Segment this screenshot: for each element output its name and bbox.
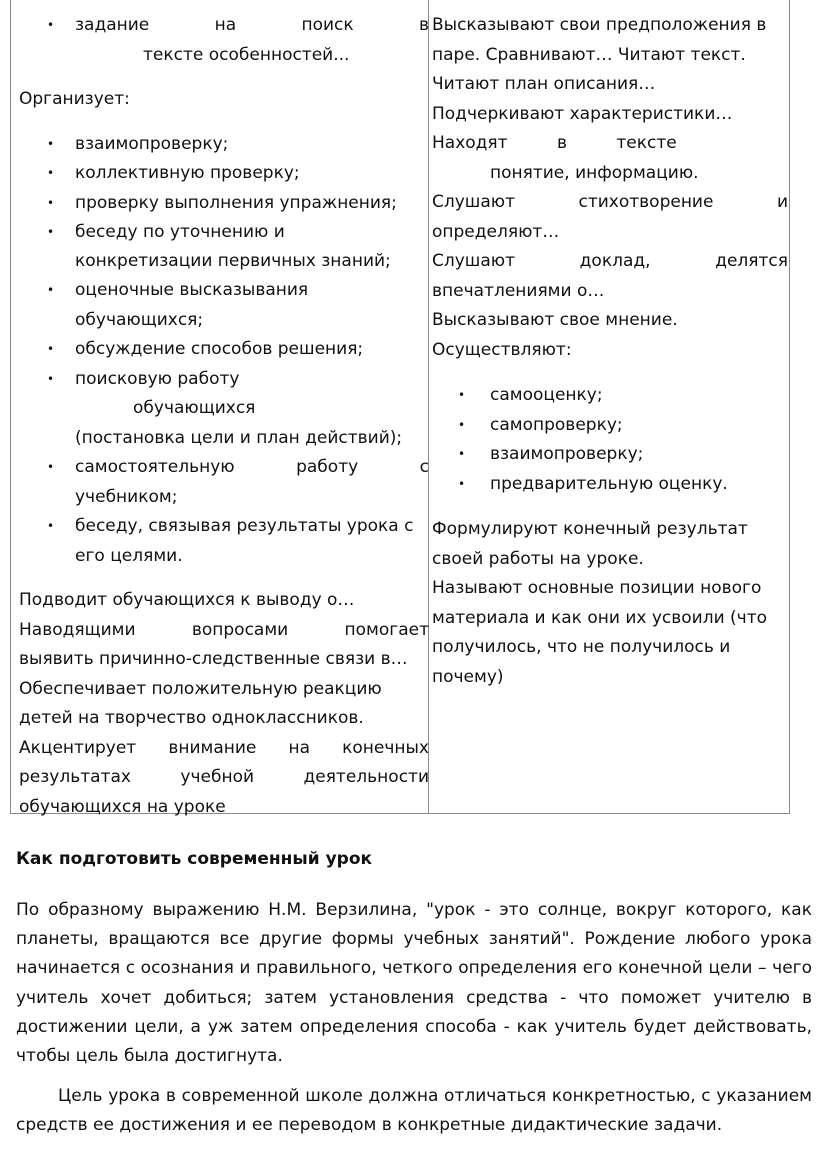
conclusion-line: Подводит обучающихся к выводу о… bbox=[19, 590, 355, 610]
text-line: паре. Сравнивают… Читают текст. bbox=[432, 44, 746, 65]
list-item: • поисковую работу bbox=[19, 365, 429, 395]
paragraph: По образному выражению Н.М. Верзилина, "урок - это солнце, вокруг которого, как планеты, вращаются все другие формы учебных занятий". Рождение любого урока начинается с осознания и правильного, четкого определения его конечной цели – чего учитель хочет добиться; затем установления средства - что поможет учителю в достижении цели, а уж затем определения способа - как учитель будет действовать, чтобы цель была достигнута. bbox=[16, 900, 812, 1067]
text-line: получилось, что не получилось и bbox=[432, 637, 731, 657]
list-item: • самостоятельную работу с bbox=[19, 453, 429, 483]
text-line: детей на творчество одноклассников. bbox=[19, 708, 364, 728]
text-line: определяют… bbox=[432, 221, 560, 242]
text-line: Высказывают свои предположения в bbox=[432, 15, 767, 35]
text-line: Осуществляют: bbox=[432, 339, 572, 360]
organizes-list-3 bbox=[19, 335, 429, 394]
list-item-continuation: тексте особенностей... bbox=[143, 44, 350, 65]
text-line: Слушают стихотворение и bbox=[432, 192, 788, 212]
text-line: Наводящими вопросами помогает bbox=[19, 619, 429, 640]
list-item: • взаимопроверку; bbox=[19, 130, 429, 160]
list-item-continuation: его целями. bbox=[75, 545, 183, 566]
list-item-continuation: обучающихся; bbox=[75, 309, 204, 330]
text-line: Акцентирует внимание на конечных bbox=[19, 737, 429, 758]
list-item: • предварительную оценку. bbox=[432, 470, 788, 500]
paragraph: Цель урока в современной школе должна отличаться конкретностью, с указанием средств ее достижения и ее переводом в конкретные дидактические задачи. bbox=[16, 1086, 812, 1136]
list-item: • задание на поиск в bbox=[19, 11, 429, 41]
text-line: впечатлениями о… bbox=[432, 280, 605, 301]
text-line: материала и как они их усвоили (что bbox=[432, 607, 768, 628]
organizes-list bbox=[19, 130, 429, 248]
organizes-list-4 bbox=[19, 453, 429, 483]
text-line: своей работы на уроке. bbox=[432, 548, 644, 569]
text-line: результатах учебной деятельности bbox=[19, 767, 429, 787]
organizes-list-2 bbox=[19, 276, 429, 306]
text-line: Подчеркивают характеристики… bbox=[432, 103, 733, 124]
section-heading: Как подготовить современный урок bbox=[16, 849, 373, 869]
self-assessment-list bbox=[432, 381, 788, 499]
list-item: • коллективную проверку; bbox=[19, 159, 429, 189]
list-item-continuation: (постановка цели и план действий); bbox=[75, 427, 403, 448]
list-item: • беседу по уточнению и bbox=[19, 218, 429, 248]
text-line: Читают план описания… bbox=[432, 74, 656, 94]
list-item: • самооценку; bbox=[432, 381, 788, 411]
text-line: обучающихся на уроке bbox=[19, 796, 226, 817]
text-line: почему) bbox=[432, 666, 504, 687]
list-item: • самопроверку; bbox=[432, 411, 788, 441]
text-line: Обеспечивает положительную реакцию bbox=[19, 678, 382, 699]
organizes-label: Организует: bbox=[19, 89, 130, 109]
list-item: • проверку выполнения упражнения; bbox=[19, 189, 429, 219]
lesson-table bbox=[10, 0, 790, 817]
list-item: • взаимопроверку; bbox=[432, 440, 788, 470]
text-line: понятие, информацию. bbox=[490, 162, 699, 183]
text-line: Называют основные позиции нового bbox=[432, 578, 762, 598]
teacher-activity-cell bbox=[19, 11, 429, 822]
organizes-list-5 bbox=[19, 512, 429, 542]
text-line: выявить причинно-следственные связи в… bbox=[19, 649, 408, 669]
list-item-continuation: конкретизации первичных знаний; bbox=[75, 250, 391, 271]
student-activity-cell bbox=[432, 11, 788, 692]
list-item: • оценочные высказывания bbox=[19, 276, 429, 306]
text-line: Находят в тексте bbox=[432, 133, 677, 153]
list-item: • беседу, связывая результаты урока с bbox=[19, 512, 429, 542]
text-line: Слушают доклад, делятся bbox=[432, 251, 788, 271]
list-item-continuation: учебником; bbox=[75, 486, 178, 507]
list-item: • обсуждение способов решения; bbox=[19, 335, 429, 365]
search-task-list bbox=[19, 11, 429, 41]
text-line: Высказывают свое мнение. bbox=[432, 310, 678, 330]
list-item-continuation: обучающихся bbox=[133, 398, 256, 418]
text-line: Формулируют конечный результат bbox=[432, 519, 748, 539]
